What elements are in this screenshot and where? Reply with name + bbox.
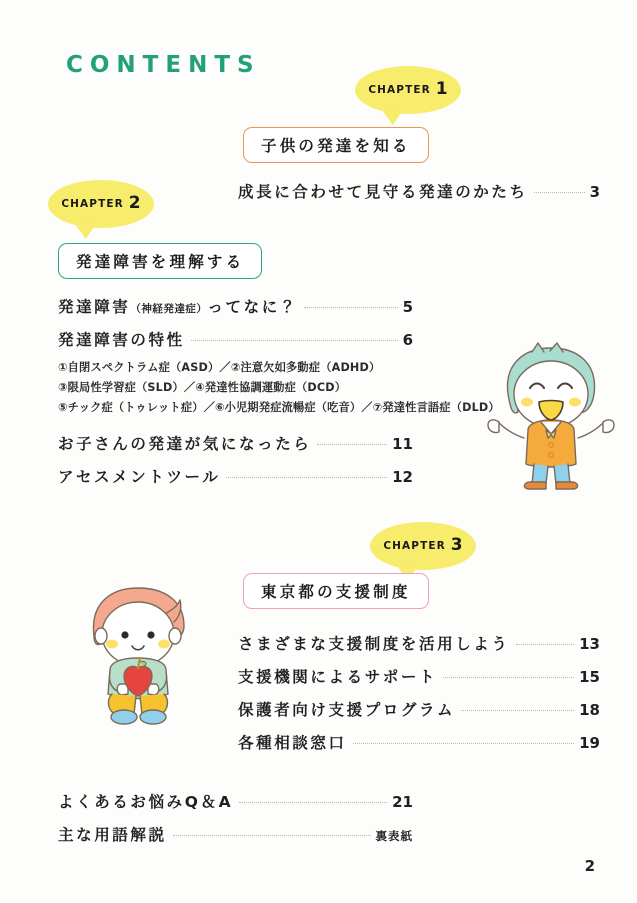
toc-entry-title: 支援機関によるサポート xyxy=(238,668,438,686)
toc-entry-ch2-2[interactable] xyxy=(58,328,413,350)
toc-entry-page: 15 xyxy=(579,668,600,686)
toc-entry-title: さまざまな支援制度を活用しよう xyxy=(238,635,510,653)
dot-leader xyxy=(443,677,574,678)
chapter2-sublist xyxy=(58,358,500,418)
chapter-label-text: CHAPTER xyxy=(383,540,446,552)
chapter-number: 1 xyxy=(435,78,448,99)
toc-entry-ch2-3[interactable] xyxy=(58,432,413,454)
dot-leader xyxy=(304,307,398,308)
toc-entry-page: 5 xyxy=(402,298,413,316)
toc-entry-title: お子さんの発達が気になったら xyxy=(58,435,312,453)
page-number: 2 xyxy=(584,857,595,875)
illustration-sitting-child-with-apple xyxy=(74,578,206,728)
toc-entry-page: 3 xyxy=(589,183,600,201)
eye-left xyxy=(121,631,128,638)
sublist-line-2: ③限局性学習症（SLD）／④発達性協調運動症（DCD） xyxy=(58,381,347,394)
dot-leader xyxy=(534,192,585,193)
chapter-badge-label-2 xyxy=(48,180,154,228)
toc-entry-ch3-2[interactable] xyxy=(238,665,600,687)
dot-leader xyxy=(353,743,575,744)
chapter-title-3: 東京都の支援制度 xyxy=(243,573,429,609)
chapter-badge-2 xyxy=(48,180,154,228)
sublist-line-1: ①自閉スペクトラム症（ASD）／②注意欠如多動症（ADHD） xyxy=(58,361,381,374)
toc-entry-title: 成長に合わせて見守る発達のかたち xyxy=(238,183,528,201)
dot-leader xyxy=(226,477,387,478)
toc-entry-title: アセスメントツール xyxy=(58,468,221,486)
sublist-line-3: ⑤チック症（トゥレット症）／⑥小児期発症流暢症（吃音）／⑦発達性言語症（DLD） xyxy=(58,401,500,414)
toc-entry-faq[interactable] xyxy=(58,790,413,812)
toc-entry-ch2-1[interactable] xyxy=(58,295,413,317)
toc-entry-glossary[interactable] xyxy=(58,823,413,845)
chapter-badge-label-1 xyxy=(355,66,461,114)
toc-entry-ch2-4[interactable] xyxy=(58,465,413,487)
toc-entry-ch1-1[interactable] xyxy=(238,180,600,202)
toc-entry-page: 21 xyxy=(392,793,413,811)
toc-entry-title: 発達障害の特性 xyxy=(58,331,185,349)
cheek-left xyxy=(106,640,118,649)
toc-entry-page: 6 xyxy=(402,331,413,349)
toc-entry-page: 11 xyxy=(392,435,413,453)
chapter-number: 3 xyxy=(450,534,463,555)
toc-entry-title: 保護者向け支援プログラム xyxy=(238,701,456,719)
chapter-badge-label-3 xyxy=(370,522,476,570)
dot-leader xyxy=(461,710,574,711)
cheek-right xyxy=(158,640,170,649)
toc-entry-title-cont: ってなに？ xyxy=(207,298,298,316)
dot-leader xyxy=(191,340,398,341)
toc-entry-ch3-1[interactable] xyxy=(238,632,600,654)
chapter-badge-1 xyxy=(355,66,461,114)
toc-entry-page: 裏表紙 xyxy=(375,829,413,843)
toc-entry-page: 13 xyxy=(579,635,600,653)
dot-leader xyxy=(239,802,387,803)
chapter-title-2: 発達障害を理解する xyxy=(58,243,262,279)
toc-entry-page: 18 xyxy=(579,701,600,719)
page-title: CONTENTS xyxy=(66,52,261,78)
chapter-badge-3 xyxy=(370,522,476,570)
eye-right xyxy=(147,631,154,638)
toc-entry-subtitle: （神経発達症） xyxy=(130,303,208,315)
dot-leader xyxy=(173,835,371,836)
toc-entry-title: 主な用語解説 xyxy=(58,826,167,844)
toc-entry-page: 12 xyxy=(392,468,413,486)
chapter-title-1: 子供の発達を知る xyxy=(243,127,429,163)
toc-entry-page: 19 xyxy=(579,734,600,752)
toc-entry-title: 発達障害 xyxy=(58,298,131,316)
toc-entry-title: よくあるお悩みQ＆A xyxy=(58,793,234,811)
chapter-number: 2 xyxy=(128,192,141,213)
toc-entry-ch3-4[interactable] xyxy=(238,731,600,753)
toc-entry-ch3-3[interactable] xyxy=(238,698,600,720)
chapter-label-text: CHAPTER xyxy=(61,198,124,210)
chapter-label-text: CHAPTER xyxy=(368,84,431,96)
illustration-standing-child xyxy=(484,342,618,490)
dot-leader xyxy=(317,444,387,445)
dot-leader xyxy=(516,644,575,645)
cheek-right xyxy=(569,398,581,407)
toc-entry-title: 各種相談窓口 xyxy=(238,734,347,752)
cheek-left xyxy=(521,398,533,407)
